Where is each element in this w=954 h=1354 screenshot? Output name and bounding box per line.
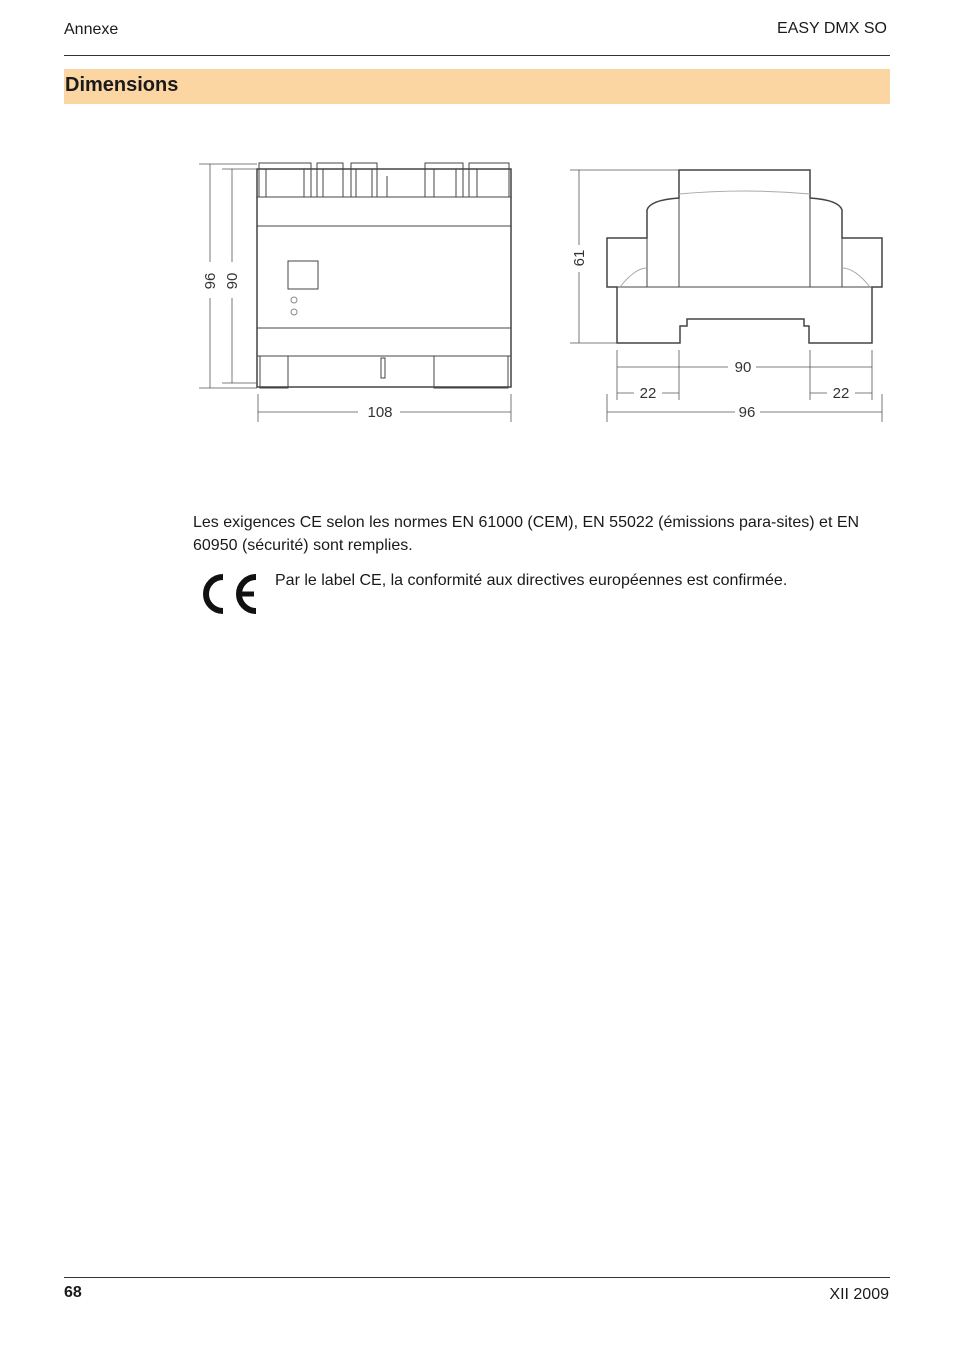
label-front-height-inner: 90 — [224, 272, 241, 290]
ce-mark-icon — [198, 572, 260, 616]
label-front-width: 108 — [367, 404, 393, 421]
footer-rule — [64, 1277, 890, 1278]
ce-paragraph: Les exigences CE selon les normes EN 61000 (CEM), EN 55022 (émissions para-sites) et EN 60950 (sécurité) sont remplies. — [193, 514, 860, 554]
side-view — [607, 170, 882, 343]
label-side-height: 61 — [571, 249, 588, 267]
header-rule — [64, 55, 890, 56]
dimension-lines — [199, 164, 882, 422]
ce-note: Par le label CE, la conformité aux directives européennes est confirmée. — [275, 572, 788, 589]
front-view — [257, 163, 511, 388]
label-side-left-step: 22 — [639, 385, 657, 402]
section-title: Dimensions — [65, 74, 179, 96]
dimension-drawing — [190, 150, 900, 440]
label-side-right-step: 22 — [832, 385, 850, 402]
header-product: EASY DMX SO — [777, 20, 887, 37]
page-number: 68 — [64, 1284, 82, 1301]
header-section: Annexe — [64, 21, 119, 38]
label-front-height-outer: 96 — [202, 272, 219, 290]
label-side-total-width: 96 — [738, 404, 756, 421]
section-band — [64, 69, 890, 104]
label-side-inner-width: 90 — [734, 359, 752, 376]
footer-date: XII 2009 — [829, 1286, 889, 1303]
